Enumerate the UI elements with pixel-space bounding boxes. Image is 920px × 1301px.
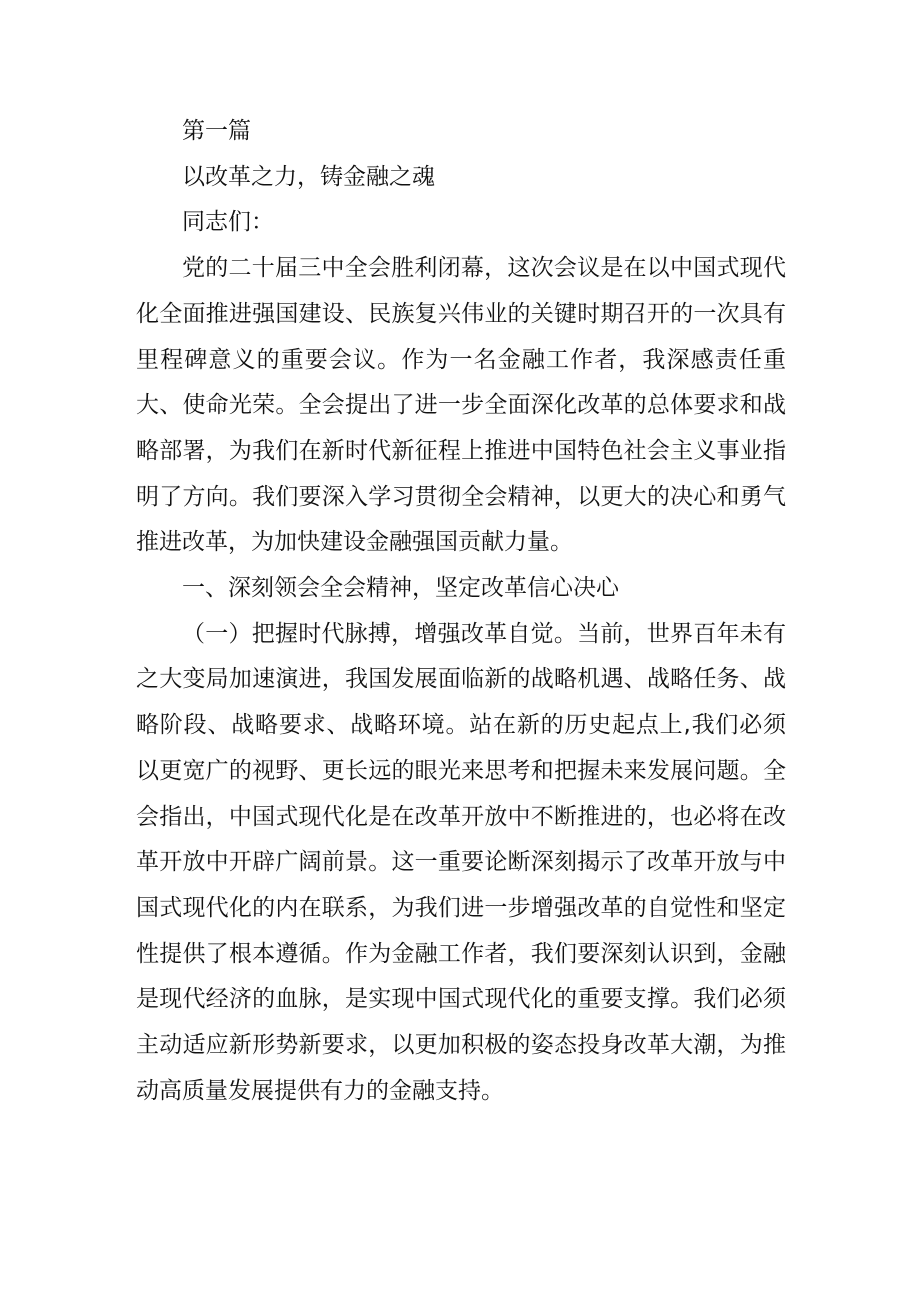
paragraph-section-1: （一）把握时代脉搏，增强改革自觉。当前，世界百年未有之大变局加速演进，我国发展面临新的战略机遇、战略任务、战略阶段、战略要求、战略环境。站在新的历史起点上,我们必须以更宽广的视野、更长远的眼光来思考和把握未来发展问题。全会指出，中国式现代化是在改革开放中不断推进的，也必将在改革开放中开辟广阔前景。这一重要论断深刻揭示了改革开放与中国式现代化的内在联系，为我们进一步增强改革的自觉性和坚定性提供了根本遵循。作为金融工作者，我们要深刻认识到，金融是现代经济的血脉，是实现中国式现代化的重要支撑。我们必须主动适应新形势新要求，以更加积极的姿态投身改革大潮，为推动高质量发展提供有力的金融支持。	[136, 620, 786, 1104]
section-heading: 一、深刻领会全会精神，坚定改革信心决心	[182, 575, 619, 602]
document-body	[136, 109, 786, 1114]
document-title: 以改革之力，铸金融之魂	[182, 163, 435, 190]
paragraph-intro: 党的二十届三中全会胜利闭幕，这次会议是在以中国式现代化全面推进强国建设、民族复兴伟业的关键时期召开的一次具有里程碑意义的重要会议。作为一名金融工作者，我深感责任重大、使命光荣。全会提出了进一步全面深化改革的总体要求和战略部署，为我们在新时代新征程上推进中国特色社会主义事业指明了方向。我们要深入学习贯彻全会精神，以更大的决心和勇气推进改革，为加快建设金融强国贡献力量。	[136, 255, 786, 556]
salutation: 同志们：	[182, 209, 274, 236]
chapter-label: 第一篇	[182, 118, 251, 144]
